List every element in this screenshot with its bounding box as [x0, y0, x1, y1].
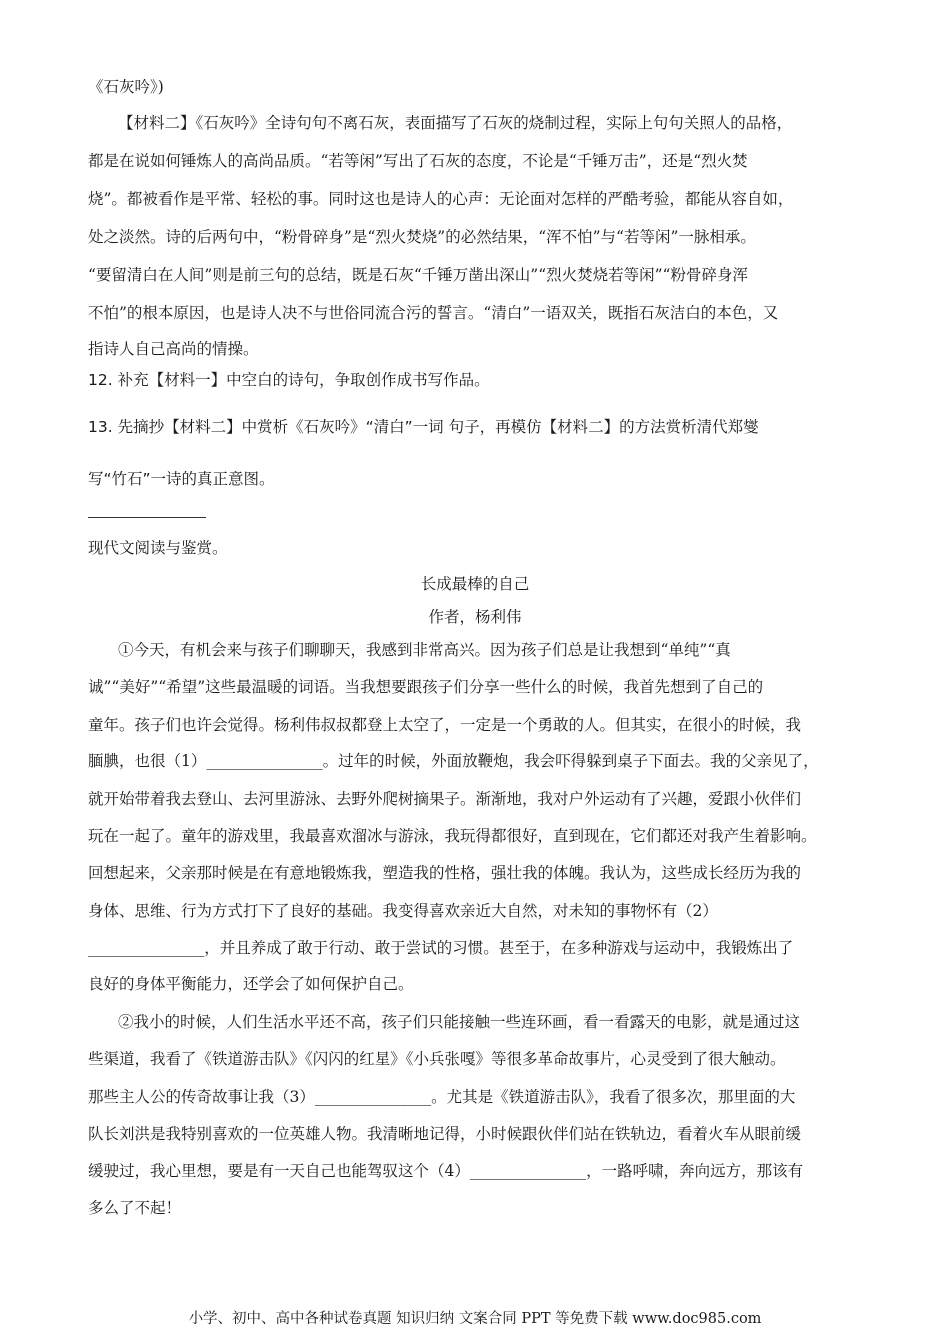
text-line: 《石灰吟》): [88, 78, 164, 96]
paragraph-1-line: ①今天，有机会来与孩子们聊聊天，我感到非常高兴。因为孩子们总是让我想到“单纯”“真: [118, 641, 731, 659]
text-line: 些渠道，我看了《铁道游击队》《闪闪的红星》《小兵张嘎》等很多革命故事片，心灵受到了很大触动。: [88, 1050, 786, 1068]
text-line: 处之淡然。诗的后两句中，“粉骨碎身”是“烈火焚烧”的必然结果，“浑不怕”与“若等闲”一脉相承。: [88, 228, 756, 246]
text-line: 身体、思维、行为方式打下了良好的基础。我变得喜欢亲近大自然，对未知的事物怀有（2）: [88, 902, 718, 920]
text-line: 玩在一起了。童年的游戏里，我最喜欢溜冰与游泳，我玩得都很好，直到现在，它们都还对我产生着影响。: [88, 827, 817, 845]
text-line: 回想起来，父亲那时候是在有意地锻炼我，塑造我的性格，强壮我的体魄。我认为，这些成长经历为我的: [88, 864, 802, 882]
text-line: 都是在说如何锤炼人的高尚品质。“若等闲”写出了石灰的态度，不论是“千锤万击”，还是“烈火焚: [88, 152, 748, 170]
text-line: 那些主人公的传奇故事让我（3）_______________。尤其是《铁道游击队》，我看了很多次，那里面的大: [88, 1088, 796, 1106]
divider: [88, 517, 206, 518]
text-line: 不怕”的根本原因，也是诗人决不与世俗同流合污的誓言。“清白”一语双关，既指石灰洁白的本色，又: [88, 304, 779, 322]
material-two-line: 【材料二】《石灰吟》全诗句句不离石灰，表面描写了石灰的烧制过程，实际上句句关照人的品格，: [118, 114, 793, 132]
text-line: 指诗人自己高尚的情操。: [88, 340, 259, 358]
text-line: 队长刘洪是我特别喜欢的一位英雄人物。我清晰地记得，小时候跟伙伴们站在铁轨边，看着火车从眼前缓: [88, 1125, 802, 1143]
question-13-continued: 写“竹石”一诗的真正意图。: [88, 470, 275, 488]
article-author: 作者，杨利伟: [428, 608, 522, 626]
paragraph-2-line: ②我小的时候，人们生活水平还不高，孩子们只能接触一些连环画，看一看露天的电影，就是通过这: [118, 1013, 801, 1031]
text-line: 腼腆，也很（1）_______________。过年的时候，外面放鞭炮，我会吓得躲到桌子下面去。我的父亲见了，: [88, 752, 819, 770]
question-12: 12. 补充【材料一】中空白的诗句，争取创作成书写作品。: [88, 371, 490, 389]
text-line: _______________，并且养成了敢于行动、敢于尝试的习惯。甚至于，在多种游戏与运动中，我锻炼出了: [88, 939, 794, 957]
question-13: 13. 先摘抄【材料二】中赏析《石灰吟》“清白”一词 句子，再模仿【材料二】的方法赏析清代郑燮: [88, 418, 759, 436]
page-footer: 小学、初中、高中各种试卷真题 知识归纳 文案合同 PPT 等免费下载 www.doc985.com: [188, 1311, 762, 1327]
text-line: 童年。孩子们也许会觉得。杨利伟叔叔都登上太空了，一定是一个勇敢的人。但其实，在很小的时候，我: [88, 716, 802, 734]
text-line: 诚”“美好”“希望”这些最温暖的词语。当我想要跟孩子们分享一些什么的时候，我首先想到了自己的: [88, 678, 764, 696]
text-line: 良好的身体平衡能力，还学会了如何保护自己。: [88, 975, 414, 993]
text-line: “要留清白在人间”则是前三句的总结，既是石灰“千锤万凿出深山”“烈火焚烧若等闲”“粉骨碎身浑: [88, 266, 748, 284]
section-heading: 现代文阅读与鉴赏。: [88, 539, 228, 557]
article-title: 长成最棒的自己: [420, 575, 530, 593]
text-line: 就开始带着我去登山、去河里游泳、去野外爬树摘果子。渐渐地，我对户外运动有了兴趣，爱跟小伙伴们: [88, 790, 802, 808]
text-line: 缓驶过，我心里想，要是有一天自己也能驾驭这个（4）_______________，一路呼啸，奔向远方，那该有: [88, 1162, 804, 1180]
text-line: 烧”。都被看作是平常、轻松的事。同时这也是诗人的心声：无论面对怎样的严酷考验，都能从容自如，: [88, 190, 794, 208]
text-line: 多么了不起！: [88, 1199, 182, 1217]
